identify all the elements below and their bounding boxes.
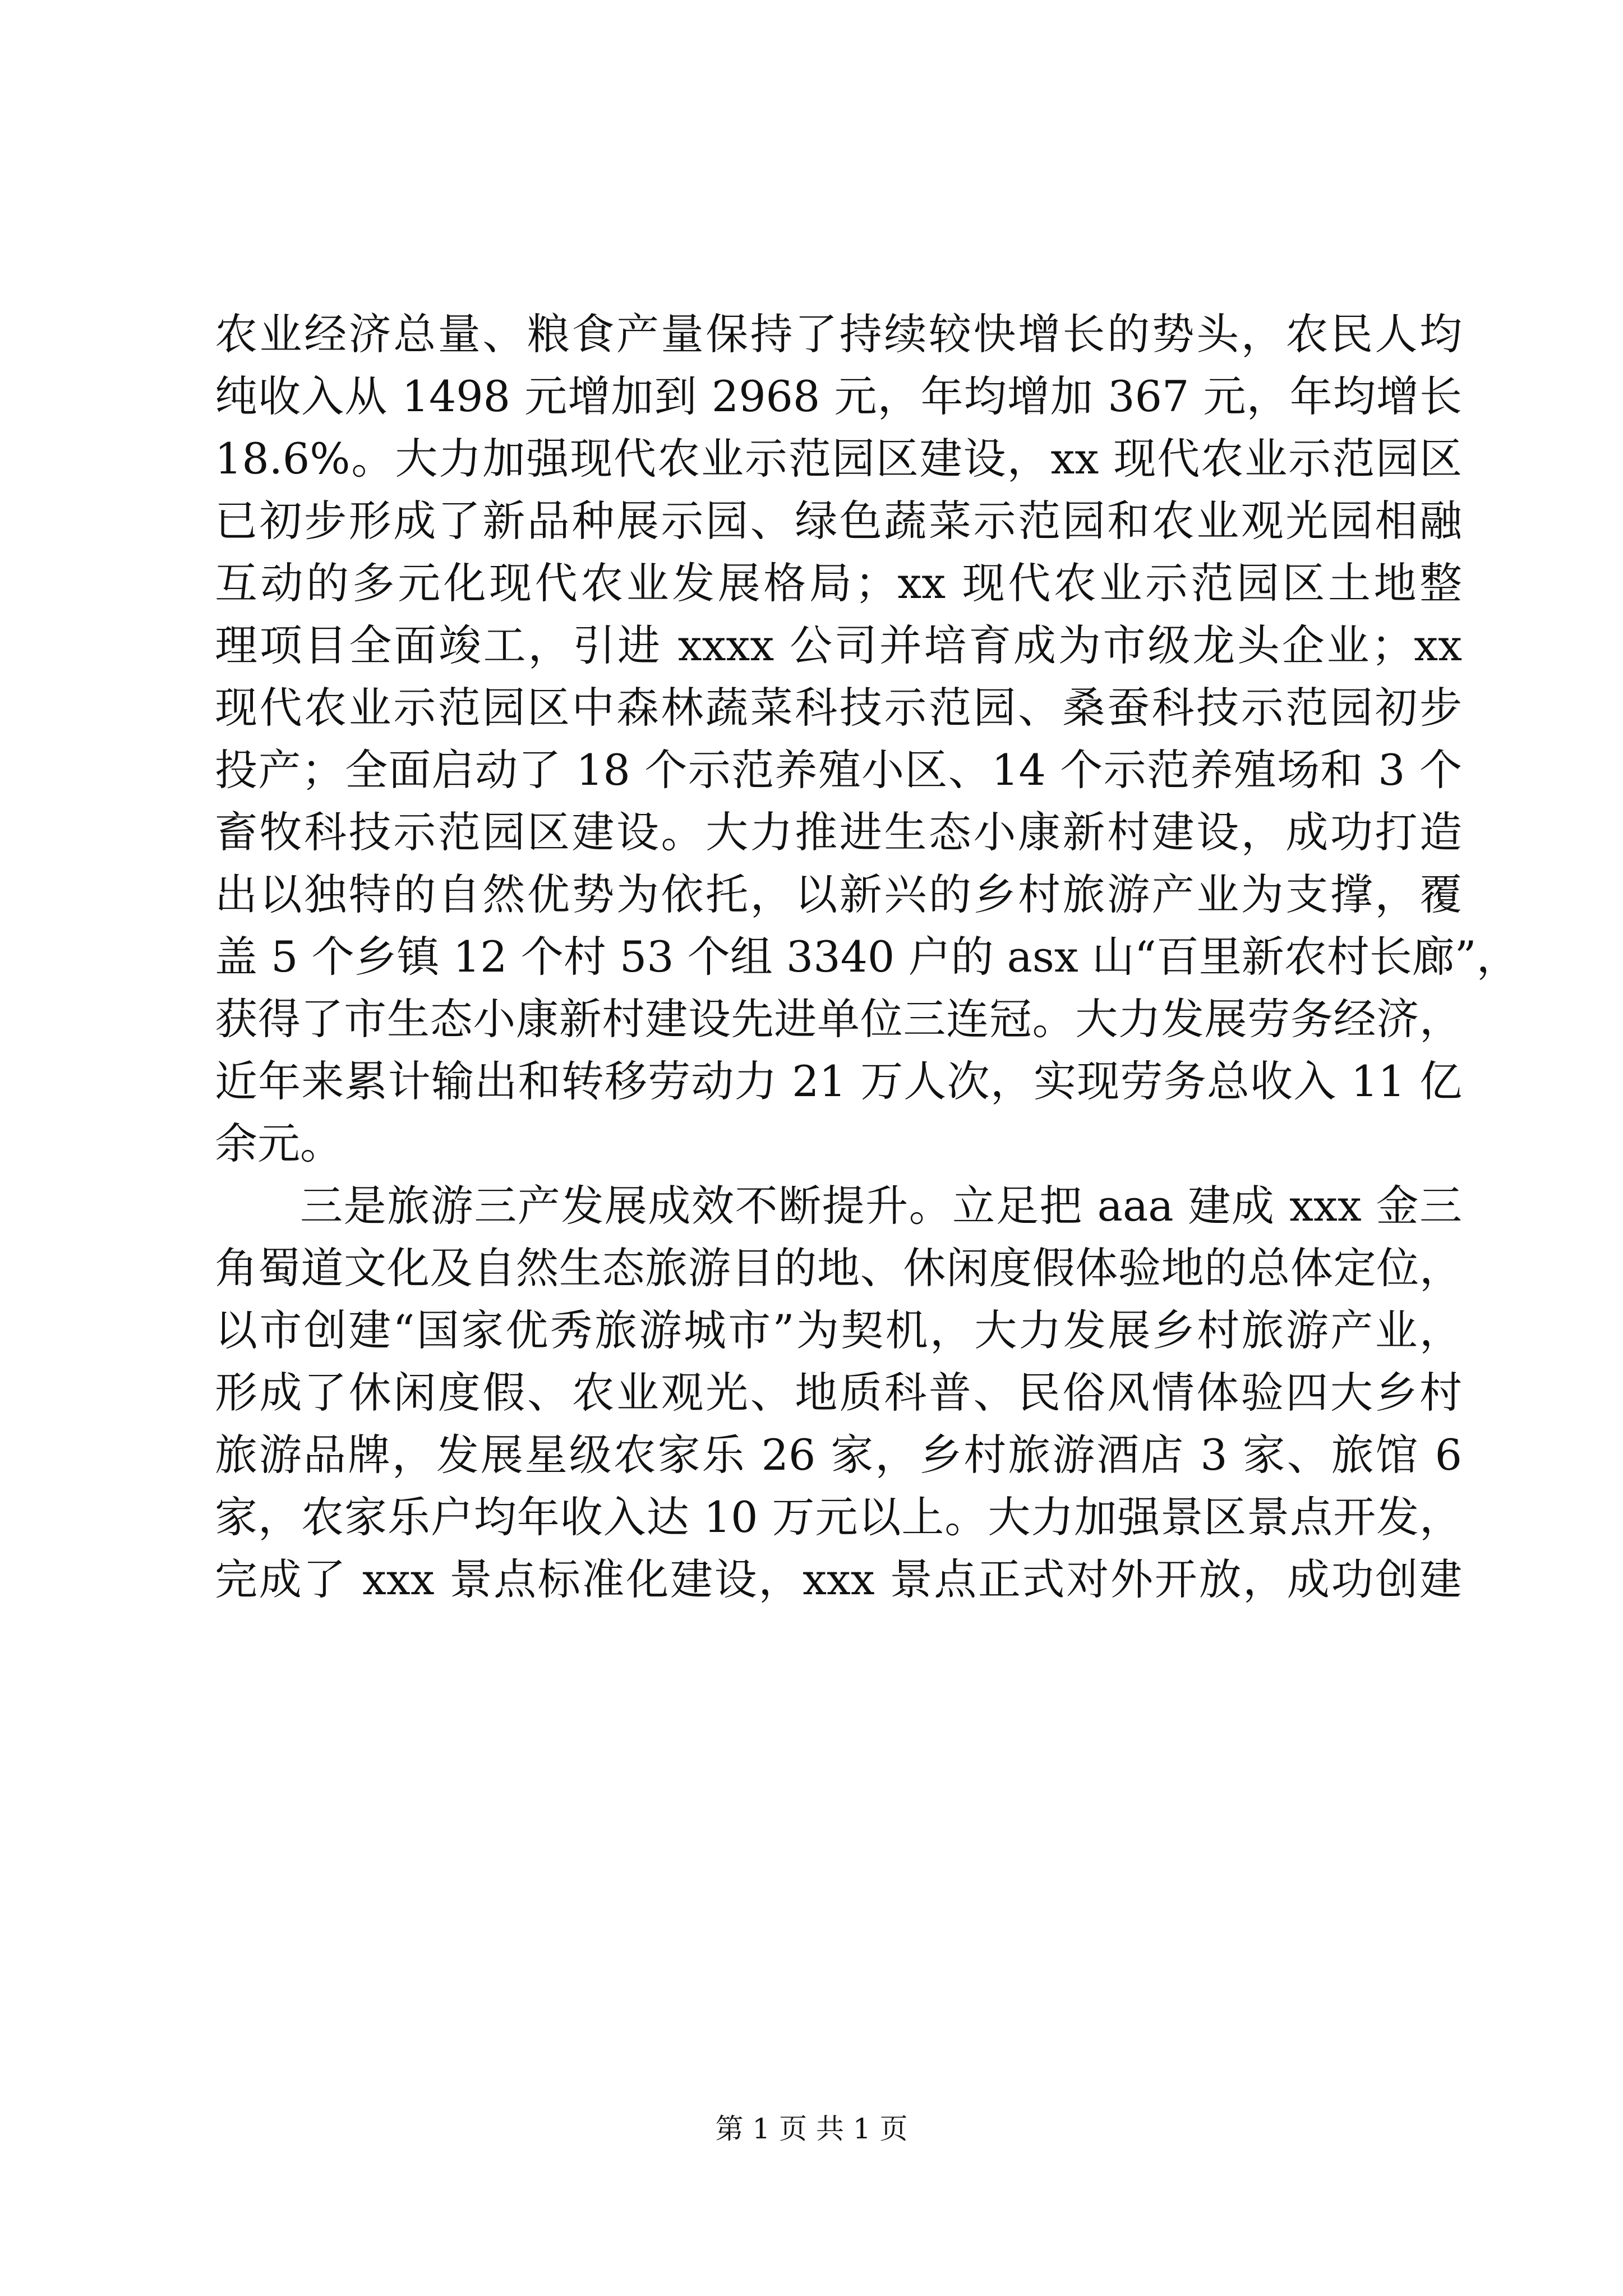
body-line: 已初步形成了新品种展示园、绿色蔬菜示范园和农业观光园相融 (215, 496, 1462, 546)
body-line: 以市创建“国家优秀旅游城市”为契机，大力发展乡村旅游产业， (215, 1305, 1462, 1355)
document-body (215, 303, 1519, 1611)
body-line: 畜牧科技示范园区建设。大力推进生态小康新村建设，成功打造 (215, 807, 1462, 857)
body-line: 投产；全面启动了 18 个示范养殖小区、14 个示范养殖场和 3 个 (215, 745, 1462, 795)
body-line: 旅游品牌，发展星级农家乐 26 家，乡村旅游酒店 3 家、旅馆 6 (215, 1430, 1462, 1480)
body-line: 角蜀道文化及自然生态旅游目的地、休闲度假体验地的总体定位， (215, 1243, 1462, 1293)
body-line: 互动的多元化现代农业发展格局；xx 现代农业示范园区土地整 (215, 558, 1462, 608)
body-line: 18.6%。大力加强现代农业示范园区建设，xx 现代农业示范园区 (215, 434, 1462, 484)
body-line: 理项目全面竣工，引进 xxxx 公司并培育成为市级龙头企业；xx (215, 620, 1462, 670)
body-line: 家，农家乐户均年收入达 10 万元以上。大力加强景区景点开发， (215, 1492, 1462, 1542)
body-line: 现代农业示范园区中森林蔬菜科技示范园、桑蚕科技示范园初步 (215, 683, 1462, 733)
body-line: 完成了 xxx 景点标准化建设，xxx 景点正式对外开放，成功创建 (215, 1554, 1462, 1604)
body-line: 盖 5 个乡镇 12 个村 53 个组 3340 户的 asx 山“百里新农村长廊”， (215, 932, 1519, 982)
body-line: 近年来累计输出和转移劳动力 21 万人次，实现劳务总收入 11 亿 (215, 1056, 1462, 1106)
body-line: 形成了休闲度假、农业观光、地质科普、民俗风情体验四大乡村 (215, 1368, 1462, 1418)
body-line: 农业经济总量、粮食产量保持了持续较快增长的势头，农民人均 (215, 309, 1462, 359)
body-line: 获得了市生态小康新村建设先进单位三连冠。大力发展劳务经济， (215, 994, 1462, 1044)
body-line: 纯收入从 1498 元增加到 2968 元，年均增加 367 元，年均增长 (215, 371, 1462, 421)
page-footer: 第 1 页 共 1 页 (715, 2113, 908, 2145)
paragraph-start-line: 三是旅游三产发展成效不断提升。立足把 aaa 建成 xxx 金三 (300, 1181, 1462, 1231)
body-line: 余元。 (215, 1119, 343, 1168)
body-line: 出以独特的自然优势为依托，以新兴的乡村旅游产业为支撑，覆 (215, 869, 1462, 919)
